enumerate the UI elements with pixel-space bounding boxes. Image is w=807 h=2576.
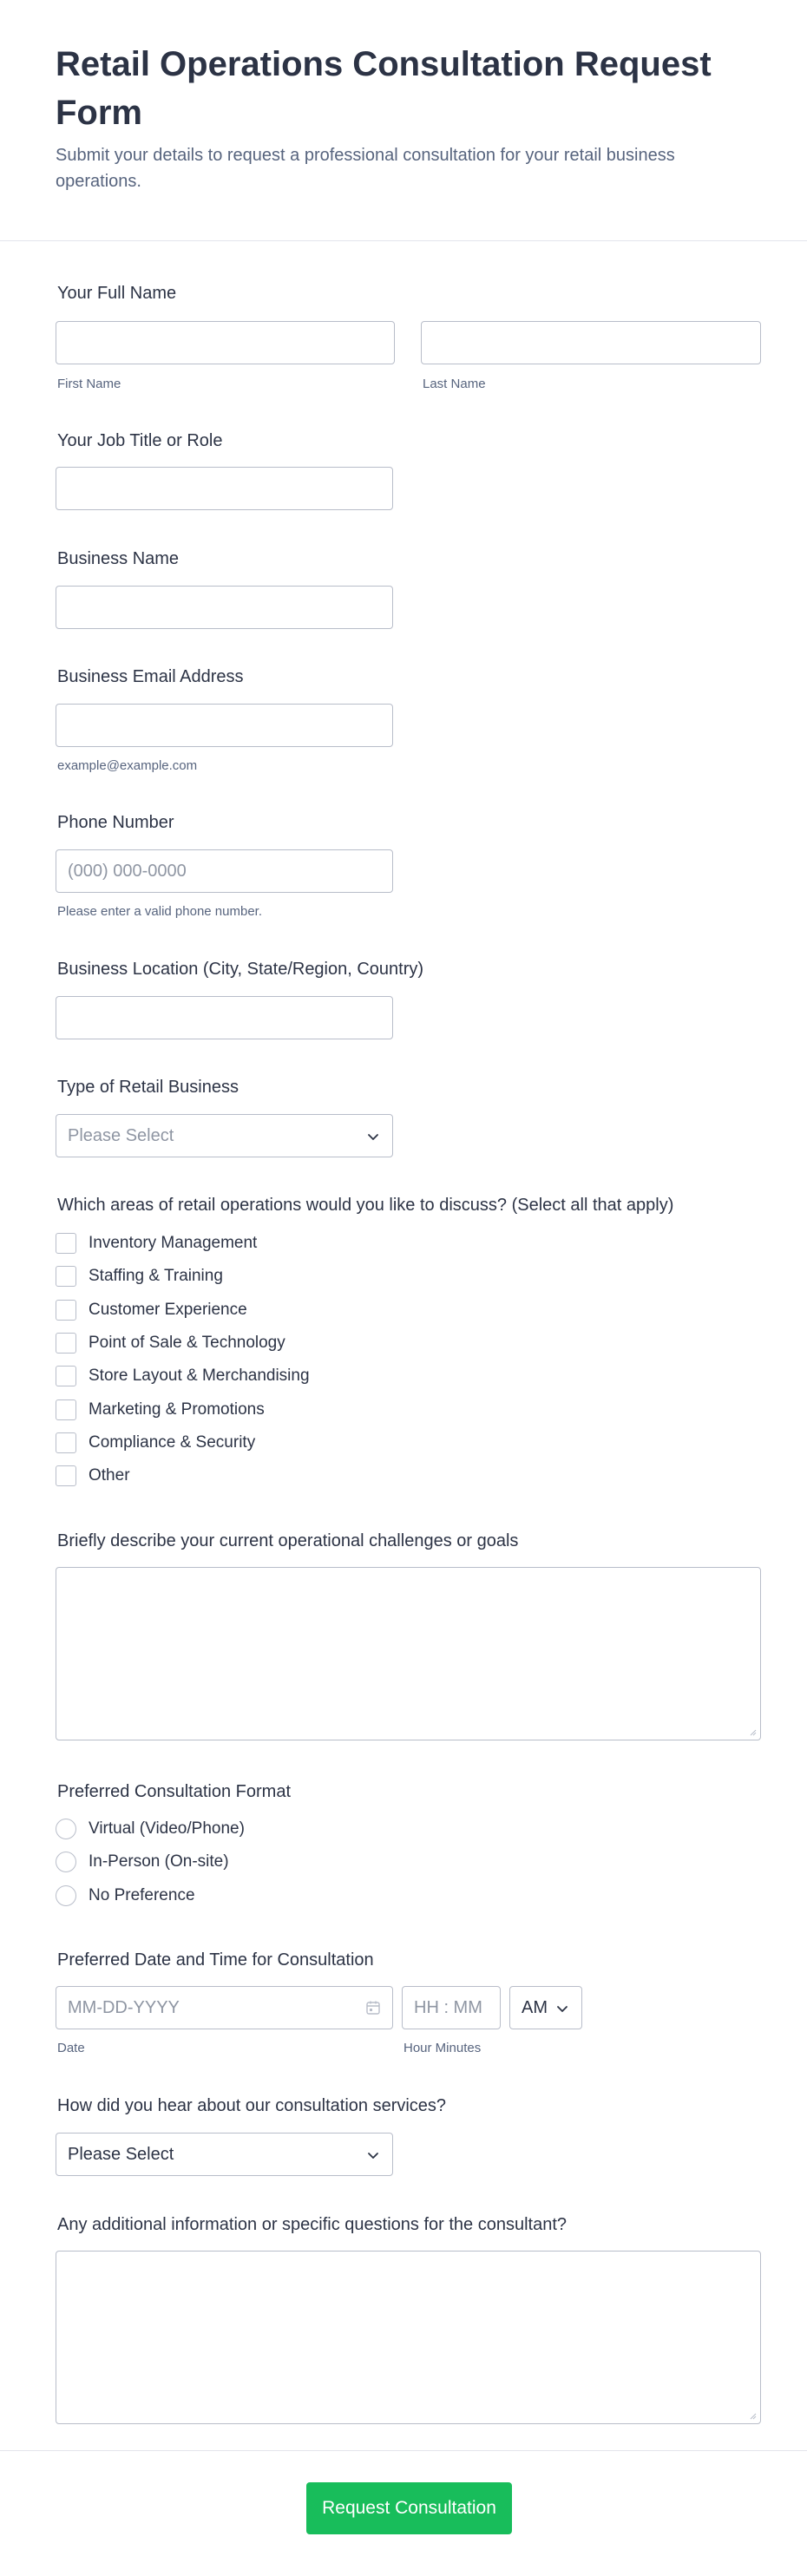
job-title-input[interactable] [56, 467, 393, 510]
business-type-select[interactable] [56, 1114, 393, 1157]
checkbox[interactable] [56, 1333, 76, 1354]
form-header [0, 0, 807, 241]
ampm-select-value: AM [522, 1997, 548, 2017]
business-name-label: Business Name [57, 549, 180, 568]
time-input[interactable] [402, 1986, 501, 2029]
areas-option-customer-experience[interactable]: Customer Experience [56, 1297, 247, 1323]
location-label: Business Location (City, State/Region, Country) [57, 960, 424, 979]
datetime-label: Preferred Date and Time for Consultation [57, 1950, 374, 1970]
checkbox[interactable] [56, 1465, 76, 1486]
areas-label: Which areas of retail operations would you like to discuss? (Select all that apply) [57, 1196, 674, 1215]
date-input[interactable] [56, 1986, 393, 2029]
full-name-label: Your Full Name [57, 284, 177, 303]
ampm-select[interactable] [509, 1986, 582, 2029]
date-field[interactable] [56, 1986, 393, 2029]
checkbox[interactable] [56, 1399, 76, 1420]
additional-textarea[interactable] [56, 2251, 761, 2424]
additional-label: Any additional information or specific questions for the consultant? [57, 2215, 568, 2234]
chevron-down-icon [366, 2148, 380, 2162]
referral-select-value: Please Select [68, 2144, 174, 2164]
business-type-select-value: Please Select [68, 1125, 174, 1145]
radio-button[interactable] [56, 1819, 76, 1839]
checkbox[interactable] [56, 1366, 76, 1386]
last-name-sublabel: Last Name [423, 377, 486, 391]
chevron-down-icon [366, 1130, 380, 1144]
challenges-label: Briefly describe your current operational challenges or goals [57, 1531, 519, 1550]
business-email-label: Business Email Address [57, 667, 244, 686]
areas-option-compliance[interactable]: Compliance & Security [56, 1430, 255, 1456]
time-sublabel: Hour Minutes [404, 2041, 482, 2055]
chevron-down-icon [555, 2002, 569, 2016]
areas-option-other[interactable]: Other [56, 1463, 130, 1489]
areas-option-store-layout[interactable]: Store Layout & Merchandising [56, 1363, 310, 1389]
calendar-icon[interactable] [365, 2000, 381, 2016]
format-label: Preferred Consultation Format [57, 1782, 292, 1801]
radio-button[interactable] [56, 1852, 76, 1872]
areas-option-pos[interactable]: Point of Sale & Technology [56, 1330, 285, 1356]
checkbox[interactable] [56, 1300, 76, 1321]
email-sublabel: example@example.com [57, 758, 198, 773]
radio-button[interactable] [56, 1885, 76, 1906]
business-type-label: Type of Retail Business [57, 1078, 239, 1097]
format-option-no-preference[interactable]: No Preference [56, 1883, 195, 1909]
areas-option-marketing[interactable]: Marketing & Promotions [56, 1397, 265, 1423]
last-name-input[interactable] [421, 321, 761, 364]
checkbox[interactable] [56, 1266, 76, 1287]
referral-label: How did you hear about our consultation services? [57, 2096, 447, 2115]
resize-grip-icon[interactable] [748, 1727, 757, 1736]
format-option-virtual[interactable]: Virtual (Video/Phone) [56, 1816, 245, 1842]
phone-input[interactable] [56, 849, 393, 893]
resize-grip-icon[interactable] [748, 2411, 757, 2420]
areas-option-inventory[interactable]: Inventory Management [56, 1230, 257, 1256]
referral-select[interactable] [56, 2133, 393, 2176]
challenges-textarea[interactable] [56, 1567, 761, 1740]
first-name-input[interactable] [56, 321, 395, 364]
submit-button[interactable]: Request Consultation [306, 2482, 512, 2534]
form-title: Retail Operations Consultation Request Form [56, 45, 712, 132]
date-sublabel: Date [57, 2041, 85, 2055]
location-input[interactable] [56, 996, 393, 1039]
checkbox[interactable] [56, 1233, 76, 1254]
first-name-sublabel: First Name [57, 377, 121, 391]
checkbox[interactable] [56, 1432, 76, 1453]
business-email-input[interactable] [56, 704, 393, 747]
business-name-input[interactable] [56, 586, 393, 629]
form-subtitle: Submit your details to request a professional consultation for your retail business operations. [56, 146, 675, 191]
format-option-in-person[interactable]: In-Person (On-site) [56, 1849, 229, 1875]
phone-label: Phone Number [57, 813, 174, 832]
job-title-label: Your Job Title or Role [57, 431, 223, 450]
phone-sublabel: Please enter a valid phone number. [57, 904, 262, 919]
areas-option-staffing[interactable]: Staffing & Training [56, 1263, 223, 1289]
